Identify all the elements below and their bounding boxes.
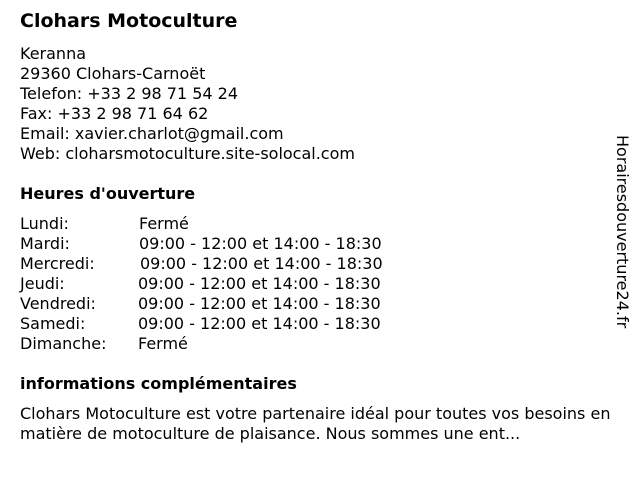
time-value: Fermé — [139, 214, 189, 233]
info-description: Clohars Motoculture est votre partenaire idéal pour toutes vos besoins en matière de motoculture de plaisance. Nous sommes une ent... — [20, 404, 611, 443]
time-value: 09:00 - 12:00 et 14:00 - 18:30 — [138, 314, 381, 333]
time-value: 09:00 - 12:00 et 14:00 - 18:30 — [138, 294, 381, 313]
day-label: Jeudi: — [20, 274, 65, 293]
email-line: Email: xavier.charlot@gmail.com — [20, 124, 284, 143]
hours-row-friday — [20, 294, 440, 314]
fax-line: Fax: +33 2 98 71 64 62 — [20, 104, 209, 123]
day-label: Samedi: — [20, 314, 86, 333]
hours-row-tuesday — [20, 234, 440, 254]
site-watermark: Horairesdouverture24.fr — [613, 135, 632, 329]
business-name: Clohars Motoculture — [20, 10, 238, 32]
day-label: Dimanche: — [20, 334, 107, 353]
web-line: Web: cloharsmotoculture.site-solocal.com — [20, 144, 355, 163]
time-value: 09:00 - 12:00 et 14:00 - 18:30 — [139, 234, 382, 253]
day-label: Mardi: — [20, 234, 70, 253]
day-label: Lundi: — [20, 214, 69, 233]
time-value: Fermé — [138, 334, 188, 353]
hours-row-monday — [20, 214, 440, 234]
time-value: 09:00 - 12:00 et 14:00 - 18:30 — [138, 274, 381, 293]
info-heading: informations complémentaires — [20, 374, 297, 393]
hours-row-thursday — [20, 274, 440, 294]
day-label: Vendredi: — [20, 294, 96, 313]
hours-row-wednesday — [20, 254, 440, 274]
hours-row-sunday — [20, 334, 440, 354]
hours-row-saturday — [20, 314, 440, 334]
address-street: Keranna — [20, 44, 87, 63]
hours-heading: Heures d'ouverture — [20, 184, 196, 203]
address-postal-city: 29360 Clohars-Carnoët — [20, 64, 206, 83]
day-label: Mercredi: — [20, 254, 95, 273]
phone-line: Telefon: +33 2 98 71 54 24 — [20, 84, 239, 103]
time-value: 09:00 - 12:00 et 14:00 - 18:30 — [140, 254, 383, 273]
